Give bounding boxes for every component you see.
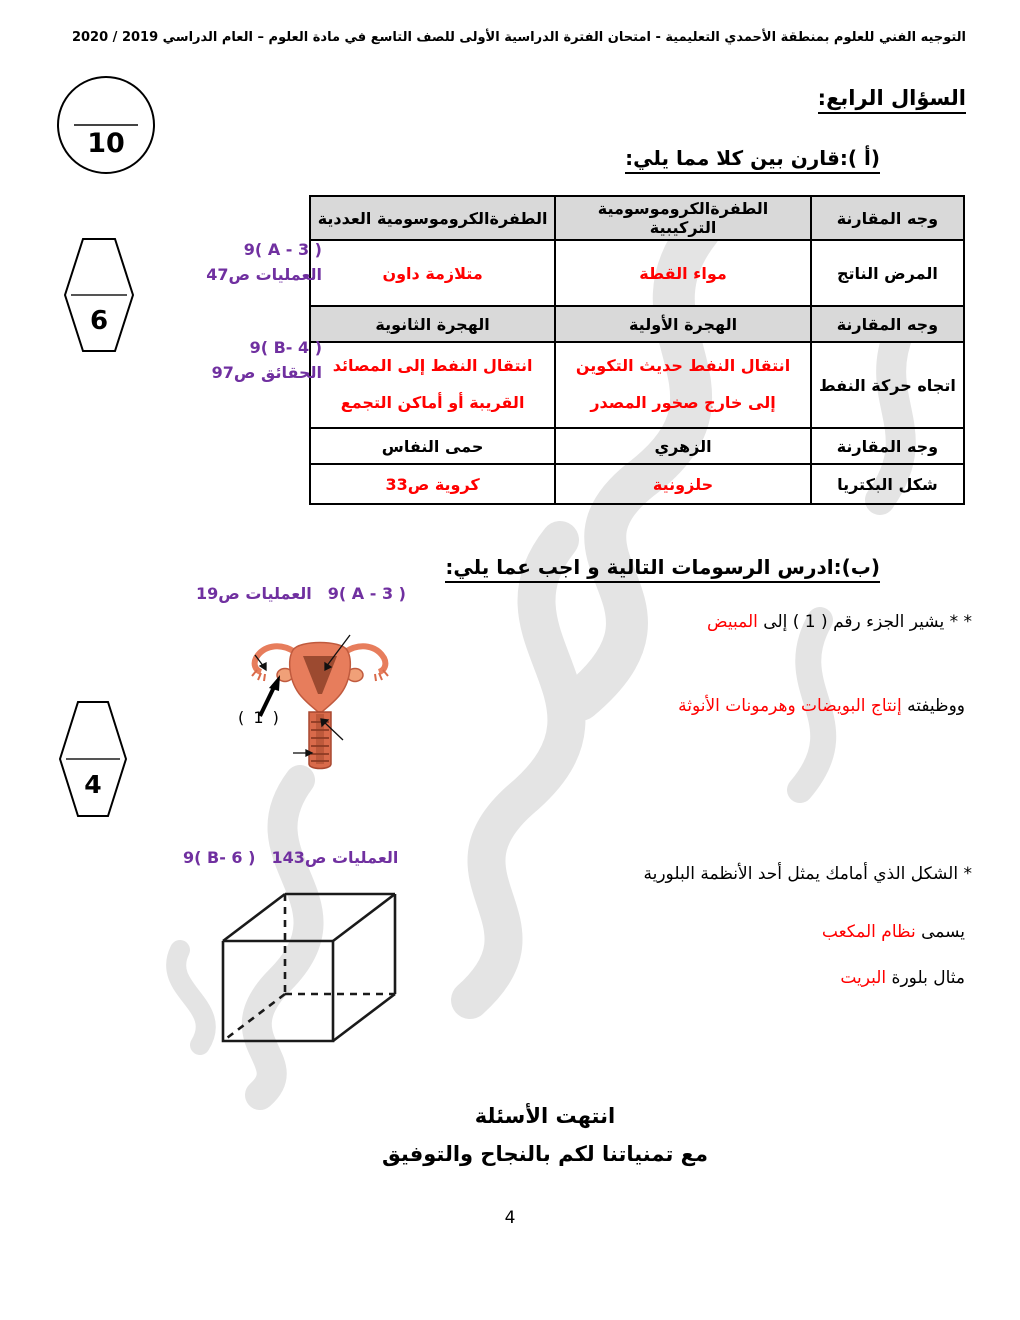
aspect-cell: وجه المقارنة bbox=[811, 428, 964, 464]
question-b1 bbox=[707, 612, 972, 632]
hexagon-shape bbox=[58, 700, 128, 818]
aspect-cell: اتجاه حركة النفط bbox=[811, 342, 964, 428]
reference-book: الحقائق ص97 bbox=[211, 362, 322, 382]
example-label: مثال بلورة bbox=[886, 968, 965, 988]
table-row bbox=[310, 240, 964, 306]
part-a-marks-hexagon bbox=[62, 237, 136, 357]
table-row bbox=[310, 428, 964, 464]
question-b2-example bbox=[840, 968, 965, 988]
table-cell: الهجرة الثانوية bbox=[310, 306, 555, 342]
aspect-cell: المرض الناتج bbox=[811, 240, 964, 306]
table-cell: الهجرة الأولية bbox=[555, 306, 811, 342]
name-answer: نظام المكعب bbox=[821, 922, 916, 942]
table-row bbox=[310, 196, 964, 240]
question-b2: * الشكل الذي أمامك يمثل أحد الأنظمة البلورية bbox=[643, 864, 972, 884]
table-cell: حمى النفاس bbox=[310, 428, 555, 464]
part-a-marks: 6 bbox=[89, 306, 109, 336]
page-number: 4 bbox=[504, 1208, 516, 1228]
answer-cell: انتقال النفط إلى المصائد القريبة أو أماكن التجمع bbox=[310, 342, 555, 428]
function-label: ووظيفته bbox=[901, 696, 965, 716]
part-a-heading: (أ ):قارن بين كلا مما يلي: bbox=[625, 146, 880, 174]
table-row bbox=[310, 342, 964, 428]
question-b1-function bbox=[678, 696, 965, 716]
table-row bbox=[310, 306, 964, 342]
table-row bbox=[310, 464, 964, 504]
reference-cube bbox=[183, 848, 398, 867]
comparison-table bbox=[309, 195, 965, 505]
part-b-marks-hexagon bbox=[58, 700, 132, 822]
end-line-1: انتهت الأسئلة bbox=[474, 1104, 616, 1128]
aspect-cell: شكل البكتريا bbox=[811, 464, 964, 504]
part-1-label: ( 1 ) bbox=[238, 708, 281, 727]
question-b1-text: * * يشير الجزء رقم ( 1 ) إلى bbox=[757, 612, 972, 632]
part-b-marks: 4 bbox=[84, 770, 102, 799]
exam-header-line: التوجيه الفني للعلوم بمنطقة الأحمدي التعليمية - امتحان الفترة الدراسية الأولى للصف التاسع في مادة العلوم – العام الدراسي 2019 / 2020 bbox=[71, 30, 966, 45]
end-of-questions bbox=[295, 1098, 795, 1174]
score-blank-line bbox=[74, 124, 138, 126]
reference-code: 9( A - 3 ) bbox=[327, 584, 406, 603]
answer-cell: مواء القطة bbox=[555, 240, 811, 306]
total-score-circle bbox=[57, 76, 155, 174]
answer-cell: كروية ص33 bbox=[310, 464, 555, 504]
female-reproductive-system-diagram bbox=[245, 630, 395, 776]
question-b2-name bbox=[822, 922, 965, 942]
reference-code: 9( B- 4 ) bbox=[249, 338, 322, 357]
reference-uterus bbox=[196, 584, 406, 603]
question-title: السؤال الرابع: bbox=[818, 86, 966, 114]
example-answer: البريت bbox=[840, 968, 887, 988]
reference-code: 9( A - 3 ) bbox=[243, 240, 322, 259]
table-cell: الزهري bbox=[555, 428, 811, 464]
end-line-2: مع تمنياتنا لكم بالنجاح والتوفيق bbox=[381, 1141, 708, 1166]
part-b-heading: (ب):ادرس الرسومات التالية و اجب عما يلي: bbox=[445, 555, 880, 583]
table-cell: الطفرةالكروموسومية العددية bbox=[310, 196, 555, 240]
total-marks: 10 bbox=[87, 128, 125, 159]
reference-b4 bbox=[212, 336, 322, 386]
name-label: يسمى bbox=[915, 922, 965, 942]
table-cell: الطفرةالكروموسومية التركيبية bbox=[555, 196, 811, 240]
aspect-cell: وجه المقارنة bbox=[811, 306, 964, 342]
hexagon-shape bbox=[62, 237, 136, 353]
reference-a3 bbox=[206, 238, 322, 288]
cube-crystal-diagram bbox=[215, 886, 405, 1048]
answer-cell: انتقال النفط حديث التكوين إلى خارج صخور المصدر bbox=[555, 342, 811, 428]
reference-book: العمليات ص143 bbox=[271, 848, 399, 867]
reference-book: العمليات ص19 bbox=[196, 584, 312, 603]
reference-code: 9( B- 6 ) bbox=[183, 848, 256, 867]
reference-book: العمليات ص47 bbox=[206, 264, 322, 284]
aspect-cell: وجه المقارنة bbox=[811, 196, 964, 240]
answer-cell: متلازمة داون bbox=[310, 240, 555, 306]
question-b1-answer: المبيض bbox=[707, 612, 758, 632]
function-answer: إنتاج البويضات وهرمونات الأنوثة bbox=[678, 696, 902, 716]
answer-cell: حلزونية bbox=[555, 464, 811, 504]
